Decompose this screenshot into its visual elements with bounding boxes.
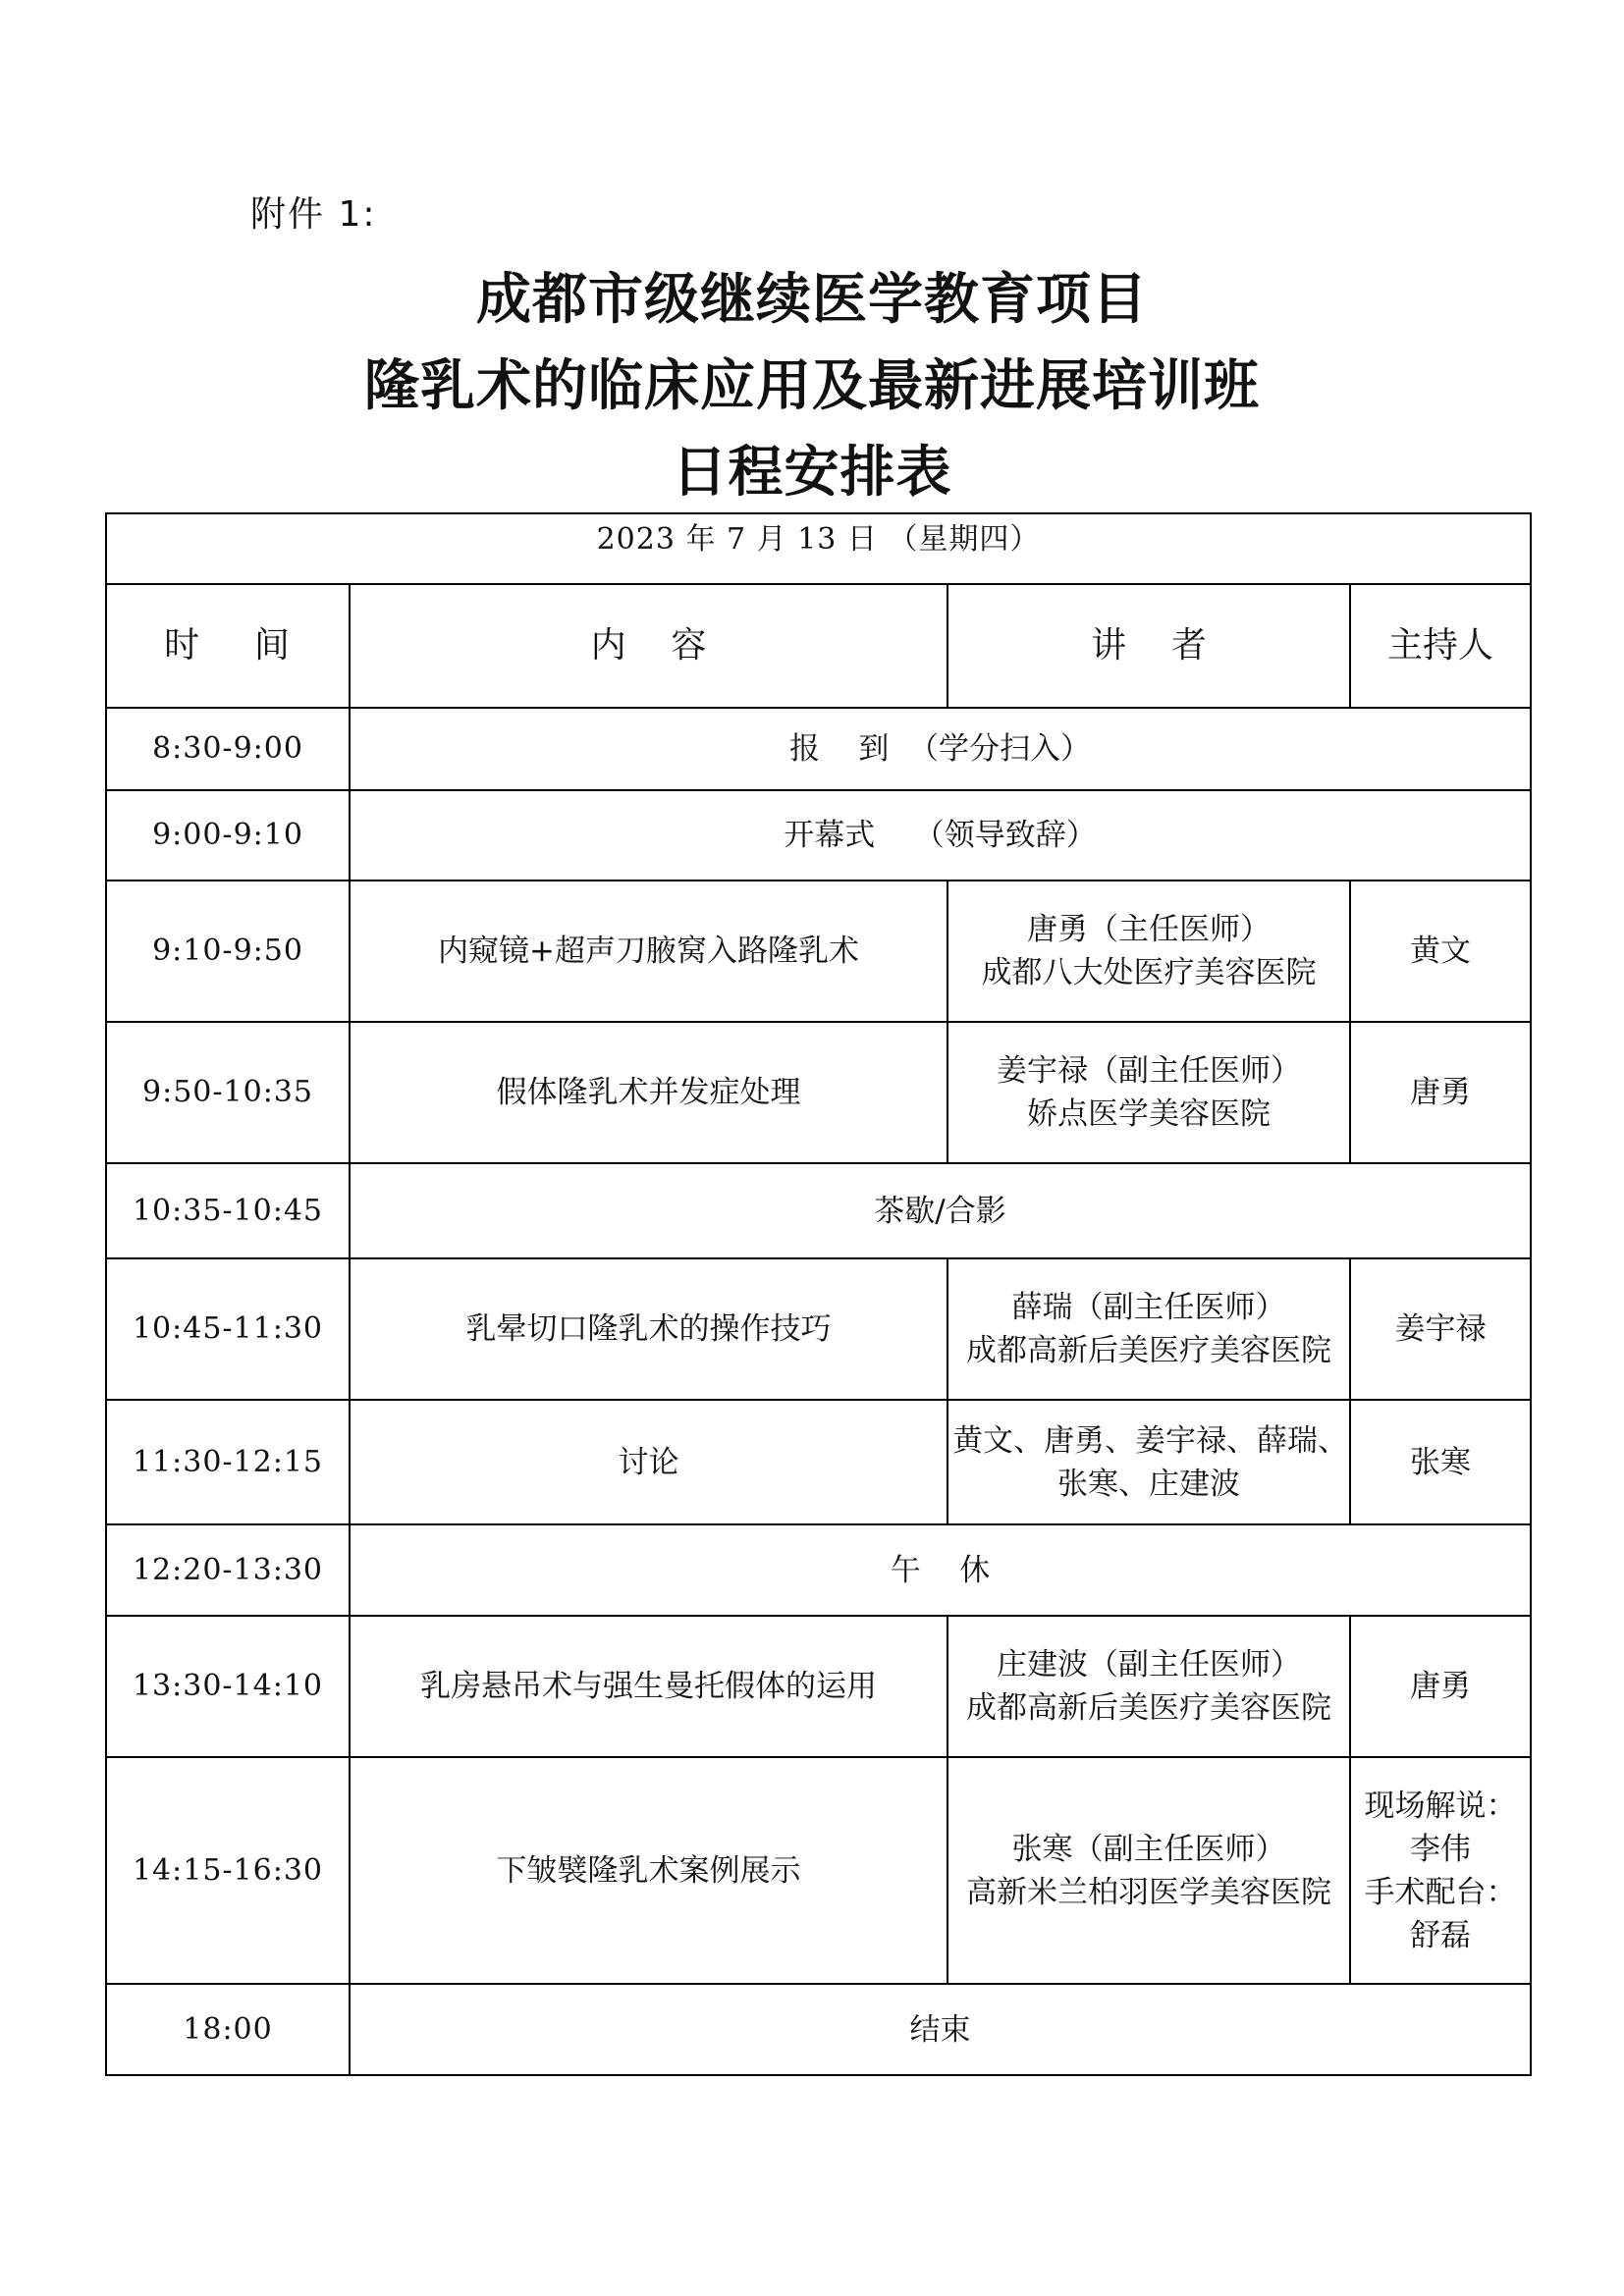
speaker-affiliation: 成都高新后美医疗美容医院	[966, 1333, 1331, 1368]
course-title: 隆乳术的临床应用及最新进展培训班	[364, 354, 1260, 418]
date-row	[106, 513, 1531, 584]
project-title: 成都市级继续医学教育项目	[476, 268, 1148, 332]
header-row	[106, 584, 1531, 708]
speaker-cell	[947, 881, 1350, 1022]
time-cell: 8:30-9:00	[106, 708, 350, 790]
content-cell: 乳房悬吊术与强生曼托假体的运用	[350, 1616, 947, 1757]
time-cell: 14:15-16:30	[106, 1757, 350, 1984]
time-cell: 12:20-13:30	[106, 1524, 350, 1616]
schedule-title: 日程安排表	[672, 441, 952, 505]
content-cell: 内窥镜+超声刀腋窝入路隆乳术	[350, 881, 947, 1022]
content-text: 报 到 （学分扫入）	[788, 731, 1092, 767]
document-title-block	[0, 257, 1624, 516]
speaker-name: 张寒（副主任医师）	[1011, 1831, 1286, 1867]
content-cell: 讨论	[350, 1400, 947, 1524]
table-row	[106, 1258, 1531, 1400]
table-row	[106, 1163, 1531, 1258]
speaker-affiliation: 成都高新后美医疗美容医院	[966, 1690, 1331, 1726]
header-speaker-label: 讲 者	[1091, 625, 1207, 666]
time-cell: 11:30-12:15	[106, 1400, 350, 1524]
content-cell: 茶歇/合影	[350, 1163, 1531, 1258]
speaker-affiliation: 成都八大处医疗美容医院	[981, 955, 1317, 990]
speaker-name: 薛瑞（副主任医师）	[1011, 1290, 1286, 1325]
time-cell: 10:45-11:30	[106, 1258, 350, 1400]
time-cell: 9:50-10:35	[106, 1022, 350, 1163]
speaker-name: 姜宇禄（副主任医师）	[997, 1053, 1301, 1089]
table-row	[106, 1984, 1531, 2075]
header-content-label: 内 容	[590, 625, 707, 666]
discussant-list-cont: 张寒、庄建波	[1057, 1466, 1240, 1502]
host-cell: 张寒	[1350, 1400, 1531, 1524]
attachment-label: 附件 1:	[250, 194, 377, 235]
time-cell: 13:30-14:10	[106, 1616, 350, 1757]
header-time	[106, 584, 350, 708]
speaker-name: 庄建波（副主任医师）	[997, 1647, 1301, 1682]
header-content	[350, 584, 947, 708]
content-cell: 乳晕切口隆乳术的操作技巧	[350, 1258, 947, 1400]
table-row	[106, 708, 1531, 790]
time-cell: 18:00	[106, 1984, 350, 2075]
time-cell: 10:35-10:45	[106, 1163, 350, 1258]
host-assistant: 舒磊	[1410, 1917, 1471, 1953]
host-cell	[1350, 1757, 1531, 1984]
host-cell: 唐勇	[1350, 1022, 1531, 1163]
content-cell: 下皱襞隆乳术案例展示	[350, 1757, 947, 1984]
header-host: 主持人	[1350, 584, 1531, 708]
table-row	[106, 1757, 1531, 1984]
speaker-cell	[947, 1258, 1350, 1400]
host-commentator: 李伟	[1410, 1831, 1471, 1867]
discussant-list: 黄文、唐勇、姜宇禄、薛瑞、	[952, 1422, 1348, 1459]
host-cell: 姜宇禄	[1350, 1258, 1531, 1400]
time-cell: 9:00-9:10	[106, 790, 350, 881]
host-role-commentary: 现场解说：	[1364, 1788, 1517, 1824]
table-row	[106, 1022, 1531, 1163]
speaker-cell	[947, 1757, 1350, 1984]
host-cell: 黄文	[1350, 881, 1531, 1022]
speaker-cell	[947, 1400, 1350, 1524]
time-cell: 9:10-9:50	[106, 881, 350, 1022]
speaker-cell	[947, 1022, 1350, 1163]
speaker-name: 唐勇（主任医师）	[1027, 912, 1271, 947]
content-text: 午 休	[890, 1552, 991, 1588]
host-role-assist: 手术配台：	[1364, 1874, 1517, 1910]
header-speaker	[947, 584, 1350, 708]
content-cell	[350, 790, 1531, 881]
table-row	[106, 881, 1531, 1022]
date-cell: 2023 年 7 月 13 日 （星期四）	[106, 513, 1531, 584]
speaker-affiliation: 高新米兰柏羽医学美容医院	[966, 1874, 1331, 1910]
host-cell: 唐勇	[1350, 1616, 1531, 1757]
content-cell: 假体隆乳术并发症处理	[350, 1022, 947, 1163]
table-row	[106, 1616, 1531, 1757]
schedule-table	[105, 512, 1532, 2076]
content-cell	[350, 1524, 1531, 1616]
content-text: 开幕式 （领导致辞）	[784, 818, 1097, 853]
table-row	[106, 1400, 1531, 1524]
table-row	[106, 1524, 1531, 1616]
content-cell	[350, 708, 1531, 790]
content-cell: 结束	[350, 1984, 1531, 2075]
speaker-affiliation: 娇点医学美容医院	[1027, 1096, 1271, 1132]
table-row	[106, 790, 1531, 881]
header-time-label: 时 间	[164, 625, 292, 666]
speaker-cell	[947, 1616, 1350, 1757]
